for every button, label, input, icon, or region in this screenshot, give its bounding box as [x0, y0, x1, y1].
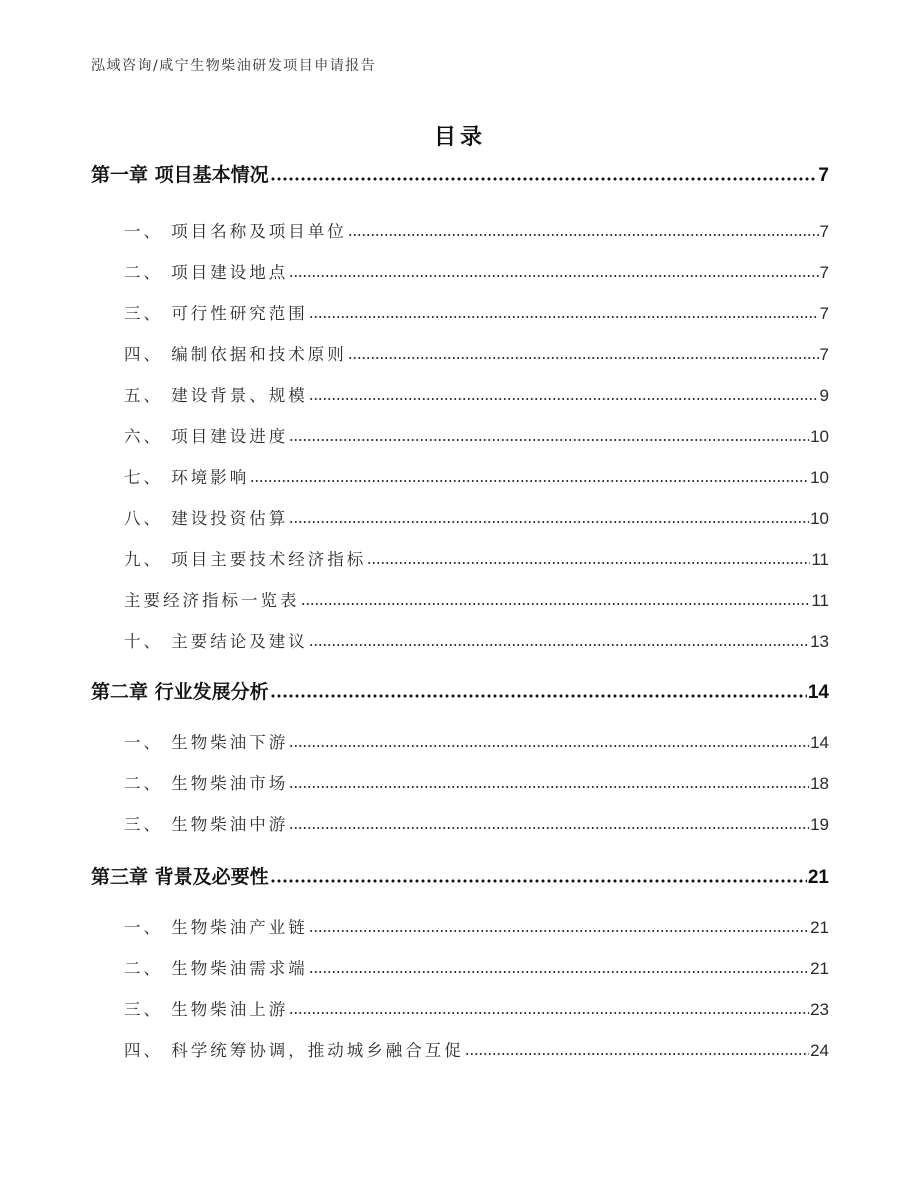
dot-leader [289, 274, 818, 278]
toc-entry-section[interactable] [124, 996, 829, 1020]
dot-leader [270, 177, 818, 181]
toc-entry-page: 9 [819, 386, 829, 405]
toc-entry-label: 四、 科学统筹协调，推动城乡融合互促 [124, 1041, 464, 1060]
toc-entry-label: 六、 项目建设进度 [124, 427, 289, 446]
toc-entry-section[interactable] [124, 259, 829, 283]
toc-entry-page: 10 [810, 468, 829, 487]
toc-entry-page: 21 [810, 918, 829, 937]
toc-entry-page: 21 [807, 867, 829, 888]
toc-entry-section[interactable] [124, 770, 829, 794]
dot-leader [309, 643, 809, 647]
toc-entry-section[interactable] [124, 1037, 829, 1061]
toc-entry-section[interactable] [124, 423, 829, 447]
dot-leader [250, 479, 809, 483]
toc-entry-section[interactable] [124, 546, 829, 570]
toc-entry-label: 五、 建设背景、规模 [124, 386, 308, 405]
page-header: 泓域咨询/咸宁生物柴油研发项目申请报告 [91, 58, 377, 74]
toc-entry-page: 13 [810, 632, 829, 651]
dot-leader [465, 1052, 809, 1056]
toc-entry-section[interactable] [124, 955, 829, 979]
toc-entry-page: 11 [811, 591, 829, 610]
toc-entry-page: 14 [810, 733, 829, 752]
dot-leader [367, 561, 810, 565]
toc-entry-section[interactable] [124, 914, 829, 938]
toc-entry-label: 一、 生物柴油产业链 [124, 918, 308, 937]
toc-entry-page: 7 [819, 222, 829, 241]
dot-leader [270, 879, 807, 883]
dot-leader [309, 970, 809, 974]
dot-leader [289, 744, 809, 748]
toc-entry-section[interactable] [124, 729, 829, 753]
dot-leader [289, 520, 809, 524]
toc-entry-label: 第一章 项目基本情况 [91, 164, 269, 186]
toc-entry-chapter-3[interactable] [91, 862, 829, 889]
toc-entry-label: 四、 编制依据和技术原则 [124, 345, 347, 364]
toc-entry-page: 7 [818, 165, 829, 186]
dot-leader [309, 315, 819, 319]
dot-leader [309, 397, 819, 401]
dot-leader [301, 602, 811, 606]
toc-entry-label: 二、 生物柴油市场 [124, 774, 289, 793]
toc-entry-label: 主要经济指标一览表 [124, 591, 300, 610]
toc-entry-section[interactable] [124, 464, 829, 488]
toc-entry-section[interactable] [124, 382, 829, 406]
toc-title: 目录 [433, 125, 486, 150]
toc-entry-label: 三、 生物柴油中游 [124, 815, 289, 834]
toc-entry-label: 第三章 背景及必要性 [91, 866, 269, 888]
toc-entry-page: 7 [819, 304, 829, 323]
toc-entry-page: 18 [810, 774, 829, 793]
dot-leader [348, 356, 819, 360]
toc-entry-section[interactable] [124, 811, 829, 835]
dot-leader [348, 233, 819, 237]
toc-entry-label: 二、 生物柴油需求端 [124, 959, 308, 978]
toc-entry-label: 三、 生物柴油上游 [124, 1000, 289, 1019]
toc-entry-section[interactable] [124, 341, 829, 365]
dot-leader [289, 1011, 809, 1015]
toc-entry-page: 19 [810, 815, 829, 834]
dot-leader [270, 694, 807, 698]
toc-entry-chapter-1[interactable] [91, 160, 829, 187]
toc-entry-section[interactable] [124, 587, 829, 611]
toc-entry-page: 23 [810, 1000, 829, 1019]
toc-entry-label: 第二章 行业发展分析 [91, 681, 269, 703]
toc-entry-label: 七、 环境影响 [124, 468, 250, 487]
toc-entry-page: 21 [810, 959, 829, 978]
toc-entry-label: 九、 项目主要技术经济指标 [124, 550, 367, 569]
toc-entry-chapter-2[interactable] [91, 677, 829, 704]
toc-entry-page: 10 [810, 509, 829, 528]
dot-leader [289, 826, 809, 830]
toc-entry-page: 10 [810, 427, 829, 446]
toc-entry-page: 7 [819, 345, 829, 364]
dot-leader [289, 785, 809, 789]
toc-entry-section[interactable] [124, 628, 829, 652]
toc-entry-page: 11 [811, 550, 829, 569]
toc-entry-page: 14 [807, 682, 829, 703]
toc-entry-label: 一、 生物柴油下游 [124, 733, 289, 752]
toc-entry-label: 十、 主要结论及建议 [124, 632, 308, 651]
toc-entry-page: 7 [819, 263, 829, 282]
toc-entry-label: 二、 项目建设地点 [124, 263, 289, 282]
toc-entry-section[interactable] [124, 218, 829, 242]
toc-entry-section[interactable] [124, 505, 829, 529]
toc-entry-section[interactable] [124, 300, 829, 324]
dot-leader [289, 438, 809, 442]
toc-entry-label: 三、 可行性研究范围 [124, 304, 308, 323]
dot-leader [309, 929, 809, 933]
toc-entry-page: 24 [810, 1041, 829, 1060]
toc-entry-label: 一、 项目名称及项目单位 [124, 222, 347, 241]
toc-entry-label: 八、 建设投资估算 [124, 509, 289, 528]
